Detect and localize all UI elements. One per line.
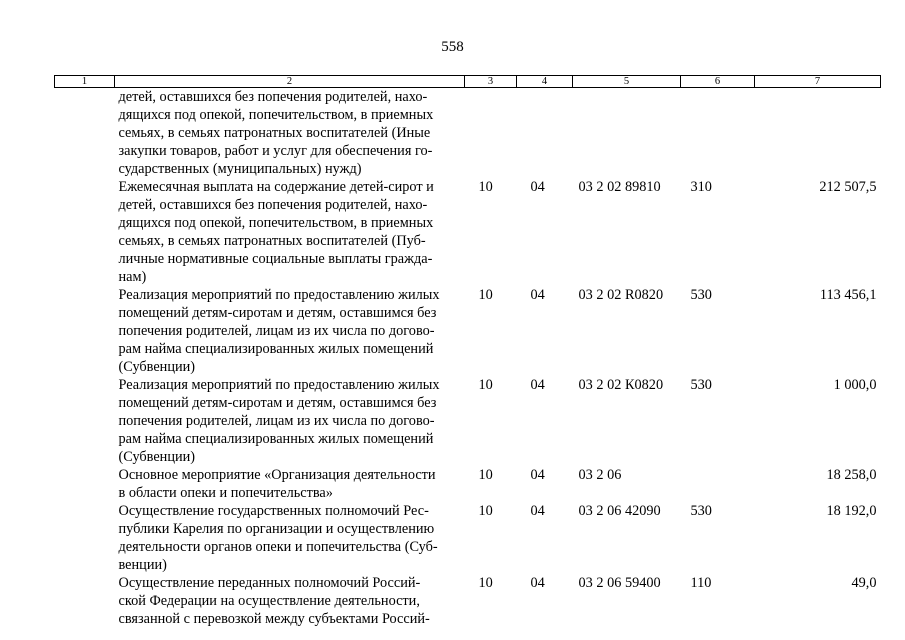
amount-cell: 18 258,0 (826, 467, 877, 483)
row-name-line: закупки товаров, работ и услуг для обеспечения го- (118, 143, 433, 159)
table-body (55, 88, 881, 629)
row-name-line: личные нормативные социальные выплаты гражда- (118, 251, 433, 267)
table-row (55, 376, 881, 466)
subsection-code-cell: 04 (530, 179, 545, 195)
amount-cell (755, 88, 881, 179)
expense-type-cell (681, 466, 755, 502)
section-code-cell: 10 (478, 575, 493, 591)
section-code-cell: 10 (478, 467, 493, 483)
amount-cell: 1 000,0 (833, 377, 877, 393)
amount-cell: 212 507,5 (819, 179, 877, 195)
row-name-line: ской Федерации на осуществление деятельности, (118, 593, 420, 609)
target-article-cell: 03 2 02 R0820 (578, 287, 664, 303)
column-header-6: 6 (681, 76, 755, 88)
column-header-5: 5 (573, 76, 681, 88)
row-name-line: Реализация мероприятий по предоставлению жилых (118, 287, 440, 303)
row-name-line: в области опеки и попечительства» (118, 485, 333, 501)
row-name-line: помещений детям-сиротам и детям, оставшимся без (118, 395, 437, 411)
subsection-code-cell: 04 (530, 575, 545, 591)
column-header-1: 1 (55, 76, 115, 88)
target-article-cell: 03 2 06 59400 (578, 575, 661, 591)
row-name-line: дящихся под опекой, попечительством, в приемных (118, 107, 434, 123)
expense-type-cell: 310 (690, 179, 712, 195)
row-name-line: Ежемесячная выплата на содержание детей-сирот и (118, 179, 434, 195)
target-article-cell (573, 88, 681, 179)
table-row (55, 466, 881, 502)
amount-cell: 49,0 (851, 575, 877, 591)
table-row (55, 574, 881, 628)
column-header-4: 4 (517, 76, 573, 88)
section-code-cell (465, 88, 517, 179)
expense-type-cell: 110 (690, 575, 712, 591)
row-name-line: семьях, в семьях патронатных воспитателей (Пуб- (118, 233, 426, 249)
expense-type-cell: 530 (690, 503, 712, 519)
column-header-2: 2 (115, 76, 465, 88)
row-name-line: дящихся под опекой, попечительством, в приемных (118, 215, 434, 231)
row-name-line: попечения родителей, лицам из их числа по догово- (118, 413, 435, 429)
subsection-code-cell: 04 (530, 287, 545, 303)
table-row (55, 88, 881, 179)
row-name-cell (115, 466, 465, 502)
section-code-cell: 10 (478, 179, 493, 195)
table-row (55, 178, 881, 286)
row-name-line: помещений детям-сиротам и детям, оставшимся без (118, 305, 437, 321)
row-name-cell (115, 286, 465, 376)
table-row (55, 286, 881, 376)
row-name-line: Осуществление переданных полномочий Россий- (118, 575, 421, 591)
row-name-cell (115, 376, 465, 466)
expense-type-cell (681, 88, 755, 179)
expense-type-cell: 530 (690, 377, 712, 393)
amount-cell: 113 456,1 (819, 287, 877, 303)
row-name-line: связанной с перевозкой между субъектами Россий- (118, 611, 430, 627)
subsection-code-cell: 04 (530, 377, 545, 393)
table-row (55, 502, 881, 574)
subsection-code-cell: 04 (530, 467, 545, 483)
row-name-line: Осуществление государственных полномочий Рес- (118, 503, 429, 519)
row-number-cell (55, 574, 115, 628)
row-name-cell (115, 178, 465, 286)
section-code-cell: 10 (478, 377, 493, 393)
row-name-line: детей, оставшихся без попечения родителей, нахо- (118, 89, 428, 105)
budget-table (54, 75, 881, 628)
row-name-line: семьях, в семьях патронатных воспитателей (Иные (118, 125, 431, 141)
row-name-line: (Субвенции) (118, 449, 196, 465)
row-name-line: публики Карелия по организации и осуществлению (118, 521, 435, 537)
target-article-cell: 03 2 06 (578, 467, 622, 483)
row-number-cell (55, 466, 115, 502)
row-number-cell (55, 502, 115, 574)
row-number-cell (55, 178, 115, 286)
row-name-line: детей, оставшихся без попечения родителей, нахо- (118, 197, 428, 213)
row-name-cell (115, 574, 465, 628)
subsection-code-cell (517, 88, 573, 179)
target-article-cell: 03 2 06 42090 (578, 503, 661, 519)
row-name-line: рам найма специализированных жилых помещений (118, 431, 434, 447)
row-name-line: рам найма специализированных жилых помещений (118, 341, 434, 357)
column-header-7: 7 (755, 76, 881, 88)
expense-type-cell: 530 (690, 287, 712, 303)
row-name-line: Реализация мероприятий по предоставлению жилых (118, 377, 440, 393)
row-name-line: деятельности органов опеки и попечительства (Суб- (118, 539, 438, 555)
row-name-cell (115, 502, 465, 574)
row-name-line: венции) (118, 557, 167, 573)
target-article-cell: 03 2 02 89810 (578, 179, 661, 195)
row-name-line: сударственных (муниципальных) нужд) (118, 161, 362, 177)
row-name-line: (Субвенции) (118, 359, 196, 375)
page-number: 558 (441, 39, 464, 55)
table-header-row (55, 76, 881, 88)
row-name-line: попечения родителей, лицам из их числа по догово- (118, 323, 435, 339)
row-name-line: нам) (118, 269, 147, 285)
row-number-cell (55, 286, 115, 376)
section-code-cell: 10 (478, 503, 493, 519)
subsection-code-cell: 04 (530, 503, 545, 519)
row-number-cell (55, 376, 115, 466)
section-code-cell: 10 (478, 287, 493, 303)
row-name-cell (115, 88, 465, 179)
amount-cell: 18 192,0 (826, 503, 877, 519)
row-number-cell (55, 88, 115, 179)
row-name-line: Основное мероприятие «Организация деятельности (118, 467, 436, 483)
column-header-3: 3 (465, 76, 517, 88)
target-article-cell: 03 2 02 К0820 (578, 377, 664, 393)
